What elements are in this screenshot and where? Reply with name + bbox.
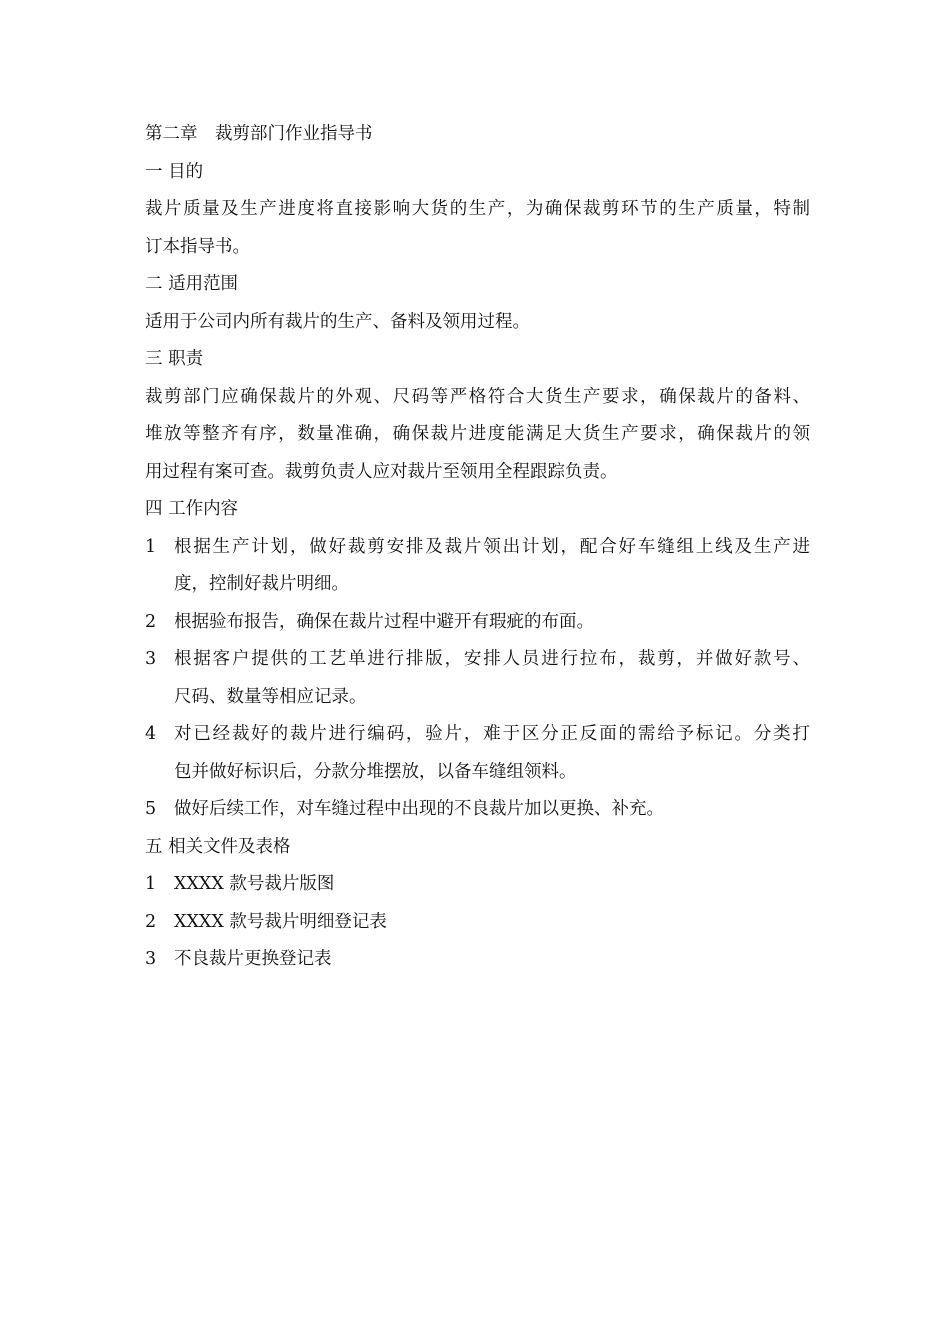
list-item-line: XXXX 款号裁片版图	[174, 874, 335, 894]
section-heading-purpose: 一 目的	[145, 161, 204, 182]
list-item-line: 做好后续工作，对车缝过程中出现的不良裁片加以更换、补充。	[174, 799, 664, 819]
list-item-line: 包并做好标识后，分款分堆摆放，以备车缝组领料。	[174, 761, 577, 782]
section-heading-scope: 二 适用范围	[145, 274, 239, 294]
list-item-number: 2	[145, 911, 157, 932]
chapter-title: 第二章 裁剪部门作业指导书	[145, 124, 373, 144]
paragraph-line: 用过程有案可查。裁剪负责人应对裁片至领用全程跟踪负责。	[145, 461, 618, 482]
list-item-number: 3	[145, 949, 157, 969]
list-item-line: 度，控制好裁片明细。	[174, 574, 349, 594]
list-item-number: 4	[145, 724, 157, 744]
list-item-line: 根据验布报告，确保在裁片过程中避开有瑕疵的布面。	[174, 611, 594, 632]
list-item-line: 根据客户提供的工艺单进行排版，安排人员进行拉布，裁剪，并做好款号、	[174, 649, 810, 669]
list-item-line: XXXX 款号裁片明细登记表	[174, 911, 387, 932]
list-item	[145, 529, 810, 604]
list-item-line: 对已经裁好的裁片进行编码，验片，难于区分正反面的需给予标记。分类打	[174, 724, 810, 744]
list-item-line: 尺码、数量等相应记录。	[174, 686, 367, 707]
list-item	[145, 604, 810, 642]
list-item-number: 2	[145, 611, 157, 632]
document-body	[145, 116, 810, 979]
list-item-line: 根据生产计划，做好裁剪安排及裁片领出计划，配合好车缝组上线及生产进	[174, 536, 810, 557]
list-item	[145, 941, 810, 979]
list-item-number: 1	[145, 874, 157, 894]
section-heading-work-content: 四 工作内容	[145, 499, 239, 519]
section-heading-responsibilities: 三 职责	[145, 349, 204, 369]
list-item-line: 不良裁片更换登记表	[174, 949, 332, 969]
list-item	[145, 866, 810, 904]
list-item-number: 1	[145, 536, 157, 557]
paragraph-line: 订本指导书。	[145, 236, 250, 257]
list-item	[145, 641, 810, 716]
list-item	[145, 904, 810, 942]
paragraph-line: 堆放等整齐有序，数量准确，确保裁片进度能满足大货生产要求，确保裁片的领	[145, 424, 810, 444]
paragraph-line: 裁剪部门应确保裁片的外观、尺码等严格符合大货生产要求，确保裁片的备料、	[145, 386, 810, 407]
list-item-number: 3	[145, 649, 157, 669]
paragraph-line: 适用于公司内所有裁片的生产、备料及领用过程。	[145, 311, 530, 332]
list-item-number: 5	[145, 799, 157, 819]
list-item	[145, 791, 810, 829]
paragraph-line: 裁片质量及生产进度将直接影响大货的生产，为确保裁剪环节的生产质量，特制	[145, 199, 810, 219]
section-heading-related-documents: 五 相关文件及表格	[145, 836, 291, 857]
list-item	[145, 716, 810, 791]
